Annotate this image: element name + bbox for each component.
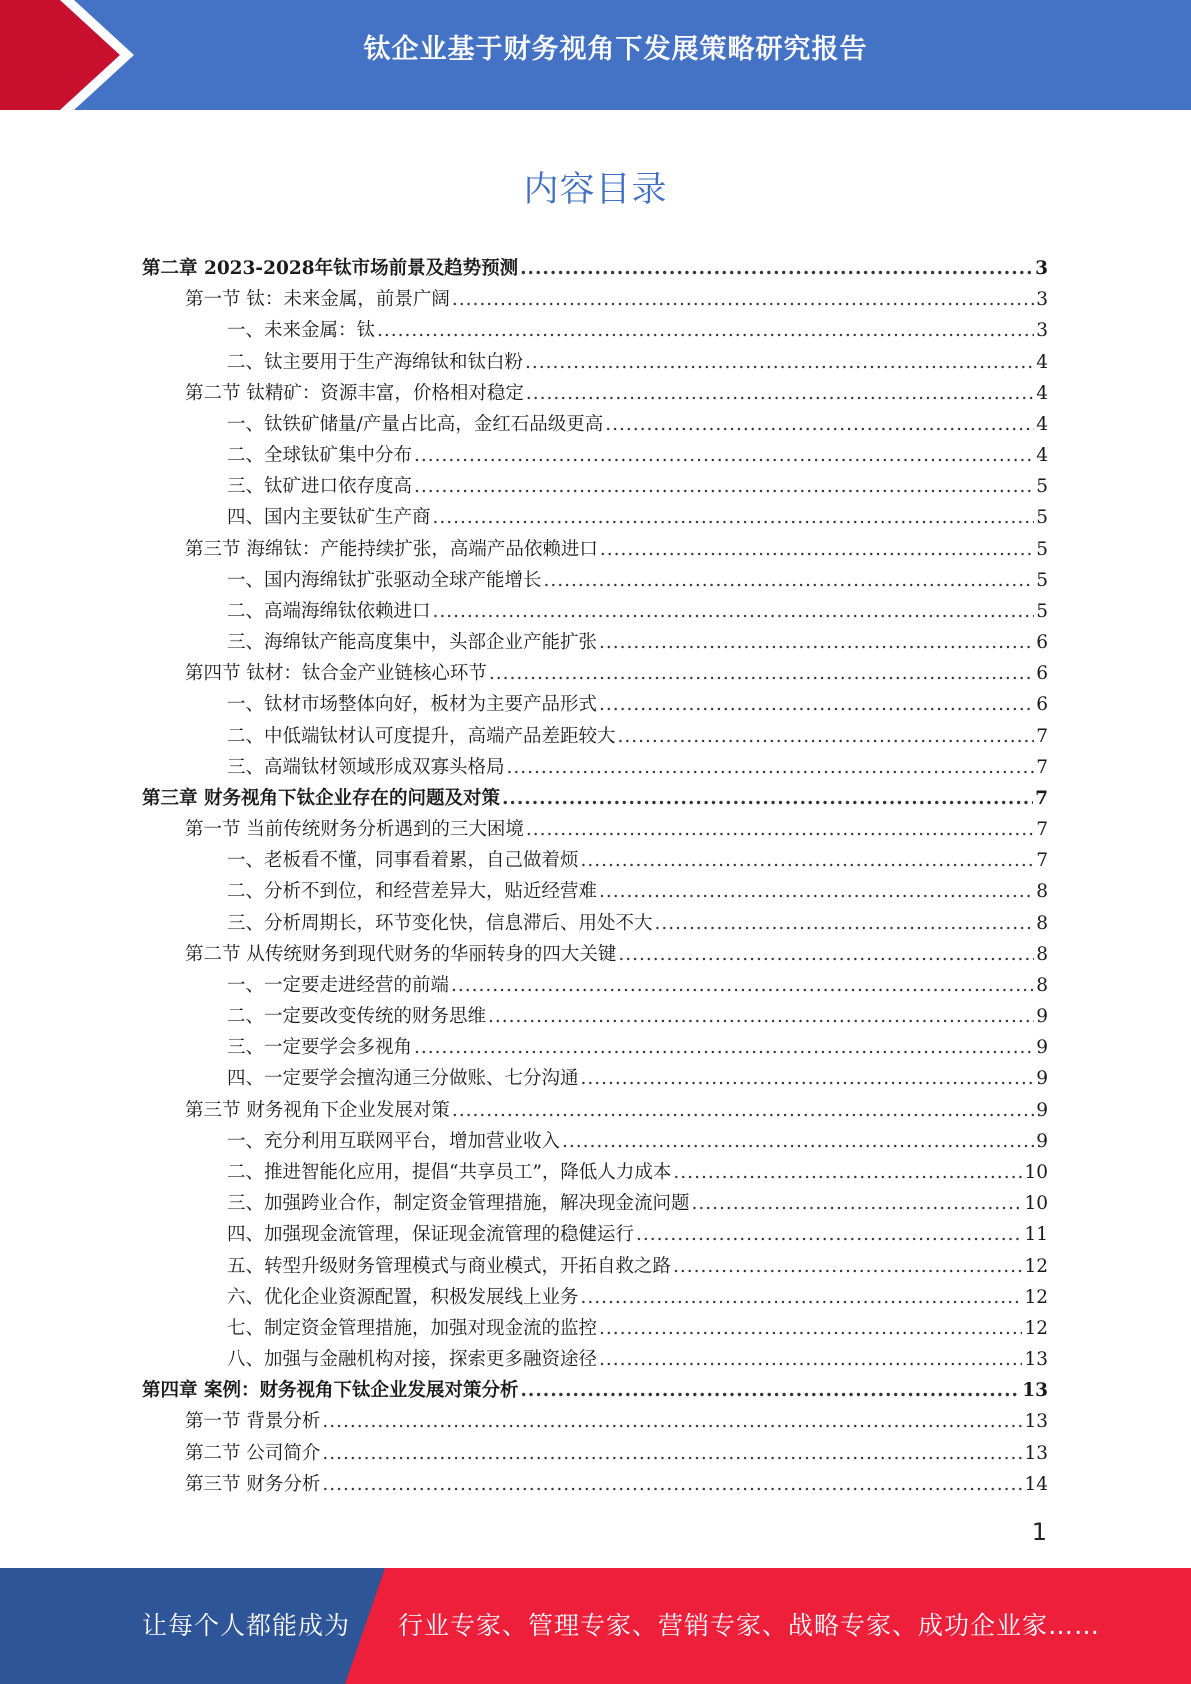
- toc-dot-leader: [562, 1131, 1034, 1152]
- toc-entry[interactable]: [142, 503, 1048, 534]
- toc-dot-leader: [520, 258, 1033, 279]
- toc-dot-leader: [452, 289, 1034, 310]
- toc-entry-title: 一、老板看不懂，同事看着累，自己做着烦: [227, 850, 579, 872]
- toc-entry-title: 二、全球钛矿集中分布: [227, 445, 413, 467]
- report-title: 钛企业基于财务视角下发展策略研究报告: [363, 34, 868, 65]
- toc-entry-page: 10: [1024, 1161, 1048, 1183]
- toc-entry-page: 8: [1036, 881, 1048, 903]
- toc-entry[interactable]: [142, 410, 1048, 441]
- toc-entry-title: 一、钛材市场整体向好，板材为主要产品形式: [227, 694, 598, 716]
- toc-dot-leader: [488, 1006, 1034, 1027]
- toc-entry[interactable]: [142, 348, 1048, 379]
- toc-dot-leader: [599, 694, 1034, 715]
- toc-dot-leader: [655, 913, 1035, 934]
- toc-entry-page: 3: [1036, 289, 1048, 311]
- toc-entry-page: 9: [1036, 1068, 1048, 1090]
- toc-dot-leader: [544, 570, 1035, 591]
- toc-entry[interactable]: [142, 909, 1048, 940]
- toc-entry-title: 三、海绵钛产能高度集中，头部企业产能扩张: [227, 632, 598, 654]
- toc-entry-page: 10: [1024, 1193, 1048, 1215]
- toc-dot-leader: [692, 1193, 1023, 1214]
- header-banner: [0, 0, 1191, 110]
- toc-entry[interactable]: [142, 285, 1048, 316]
- toc-dot-leader: [433, 601, 1035, 622]
- toc-entry[interactable]: [142, 472, 1048, 503]
- toc-entry-page: 9: [1036, 1037, 1048, 1059]
- toc-dot-leader: [673, 1162, 1022, 1183]
- toc-entry-title: 四、国内主要钛矿生产商: [227, 507, 431, 529]
- toc-entry[interactable]: [142, 535, 1048, 566]
- toc-entry[interactable]: [142, 1158, 1048, 1189]
- toc-dot-leader: [433, 507, 1035, 528]
- toc-entry[interactable]: [142, 971, 1048, 1002]
- toc-entry[interactable]: [142, 1189, 1048, 1220]
- toc-entry-page: 7: [1036, 756, 1048, 778]
- toc-entry-page: 9: [1036, 1006, 1048, 1028]
- toc-entry-title: 第一节 当前传统财务分析遇到的三大困境: [185, 819, 524, 841]
- toc-entry-title: 五、转型升级财务管理模式与商业模式，开拓自救之路: [227, 1255, 672, 1277]
- toc-entry[interactable]: [142, 659, 1048, 690]
- toc-entry-page: 5: [1036, 507, 1048, 529]
- toc-entry-page: 8: [1036, 974, 1048, 996]
- toc-entry[interactable]: [142, 1345, 1048, 1376]
- toc-entry[interactable]: [142, 566, 1048, 597]
- toc-entry[interactable]: [142, 877, 1048, 908]
- table-of-contents: [142, 254, 1048, 1501]
- toc-dot-leader: [414, 476, 1034, 497]
- toc-entry[interactable]: [142, 1314, 1048, 1345]
- toc-entry-title: 第二章 2023-2028年钛市场前景及趋势预测: [142, 258, 519, 279]
- toc-entry-title: 三、一定要学会多视角: [227, 1037, 413, 1059]
- toc-entry-title: 一、充分利用互联网平台，增加营业收入: [227, 1130, 561, 1152]
- toc-entry-title: 第四章 案例：财务视角下钛企业发展对策分析: [142, 1380, 519, 1402]
- toc-entry[interactable]: [142, 1033, 1048, 1064]
- toc-dot-leader: [452, 1100, 1034, 1121]
- toc-dot-leader: [636, 1224, 1022, 1245]
- toc-entry-title: 第三节 海绵钛：产能持续扩张，高端产品依赖进口: [185, 538, 598, 560]
- toc-entry-page: 13: [1024, 1411, 1048, 1433]
- toc-entry-title: 二、中低端钛材认可度提升，高端产品差距较大: [227, 725, 616, 747]
- toc-entry-page: 3: [1036, 320, 1048, 342]
- toc-entry-page: 4: [1036, 413, 1048, 435]
- toc-entry[interactable]: [142, 1376, 1048, 1407]
- toc-dot-leader: [414, 445, 1034, 466]
- toc-entry[interactable]: [142, 1064, 1048, 1095]
- toc-dot-leader: [599, 632, 1034, 653]
- toc-entry-page: 5: [1036, 569, 1048, 591]
- toc-entry-title: 二、推进智能化应用，提倡“共享员工”，降低人力成本: [227, 1161, 672, 1183]
- toc-entry-page: 6: [1036, 663, 1048, 685]
- toc-dot-leader: [507, 757, 1035, 778]
- toc-entry-title: 二、高端海绵钛依赖进口: [227, 600, 431, 622]
- toc-entry-title: 第三章 财务视角下钛企业存在的问题及对策: [142, 787, 500, 809]
- toc-entry[interactable]: [142, 690, 1048, 721]
- toc-entry-page: 7: [1035, 787, 1048, 809]
- toc-entry[interactable]: [142, 1407, 1048, 1438]
- toc-dot-leader: [673, 1256, 1022, 1277]
- toc-entry-title: 七、制定资金管理措施，加强对现金流的监控: [227, 1317, 598, 1339]
- toc-dot-leader: [322, 1411, 1022, 1432]
- toc-entry[interactable]: [142, 1127, 1048, 1158]
- toc-entry-page: 7: [1036, 819, 1048, 841]
- toc-entry-page: 8: [1036, 943, 1048, 965]
- toc-entry-title: 一、钛铁矿储量/产量占比高，金红石品级更高: [227, 413, 604, 435]
- toc-entry-title: 第一节 背景分析: [185, 1411, 321, 1433]
- toc-entry-page: 9: [1036, 1099, 1048, 1121]
- toc-entry-title: 一、未来金属：钛: [227, 320, 376, 342]
- toc-dot-leader: [599, 1318, 1022, 1339]
- toc-entry-title: 三、分析周期长，环节变化快，信息滞后、用处不大: [227, 912, 653, 934]
- footer-slogan-right: 行业专家、管理专家、营销专家、战略专家、成功企业家……: [398, 1611, 1101, 1640]
- toc-dot-leader: [600, 539, 1034, 560]
- toc-dot-leader: [377, 320, 1034, 341]
- toc-entry-page: 12: [1024, 1255, 1048, 1277]
- toc-entry-title: 二、一定要改变传统的财务思维: [227, 1006, 487, 1028]
- toc-entry[interactable]: [142, 441, 1048, 472]
- toc-entry[interactable]: [142, 1470, 1048, 1501]
- toc-entry-page: 8: [1036, 912, 1048, 934]
- toc-entry[interactable]: [142, 784, 1048, 815]
- toc-entry-title: 四、一定要学会擅沟通三分做账、七分沟通: [227, 1068, 579, 1090]
- toc-entry-title: 八、加强与金融机构对接，探索更多融资途径: [227, 1349, 598, 1371]
- toc-entry-title: 第三节 财务分析: [185, 1473, 321, 1495]
- toc-entry-page: 4: [1036, 382, 1048, 404]
- toc-entry-page: 12: [1024, 1317, 1048, 1339]
- page-number: 1: [1031, 1518, 1047, 1546]
- toc-entry-page: 4: [1036, 351, 1048, 373]
- toc-entry-title: 第二节 从传统财务到现代财务的华丽转身的四大关键: [185, 943, 617, 965]
- toc-dot-leader: [605, 414, 1034, 435]
- toc-dot-leader: [489, 663, 1034, 684]
- toc-dot-leader: [599, 1349, 1022, 1370]
- toc-dot-leader: [451, 975, 1034, 996]
- toc-dot-leader: [599, 881, 1034, 902]
- toc-entry-title: 第二节 公司简介: [185, 1442, 321, 1464]
- footer-slogan-left: 让每个人都能成为: [142, 1611, 351, 1640]
- toc-entry-page: 11: [1024, 1224, 1048, 1246]
- toc-dot-leader: [322, 1443, 1022, 1464]
- toc-entry[interactable]: [142, 597, 1048, 628]
- toc-entry-page: 5: [1036, 476, 1048, 498]
- toc-entry-page: 4: [1036, 445, 1048, 467]
- toc-dot-leader: [581, 850, 1035, 871]
- toc-entry-page: 14: [1024, 1473, 1048, 1495]
- toc-dot-leader: [520, 1380, 1020, 1401]
- toc-dot-leader: [526, 819, 1034, 840]
- toc-entry[interactable]: [142, 254, 1048, 285]
- toc-entry-title: 三、钛矿进口依存度高: [227, 476, 413, 498]
- toc-entry[interactable]: [142, 1002, 1048, 1033]
- toc-entry[interactable]: [142, 940, 1048, 971]
- toc-dot-leader: [322, 1474, 1022, 1495]
- toc-entry-page: 5: [1036, 600, 1048, 622]
- toc-entry[interactable]: [142, 753, 1048, 784]
- toc-entry-title: 第四节 钛材：钛合金产业链核心环节: [185, 663, 487, 685]
- toc-entry-title: 二、钛主要用于生产海绵钛和钛白粉: [227, 351, 524, 373]
- toc-entry-title: 第一节 钛：未来金属，前景广阔: [185, 289, 450, 311]
- toc-entry-page: 5: [1036, 538, 1048, 560]
- toc-entry-page: 7: [1036, 850, 1048, 872]
- toc-entry[interactable]: [142, 1439, 1048, 1470]
- toc-entry[interactable]: [142, 379, 1048, 410]
- toc-dot-leader: [526, 383, 1034, 404]
- toc-heading: 内容目录: [523, 170, 668, 210]
- toc-entry-title: 第二节 钛精矿：资源丰富，价格相对稳定: [185, 382, 524, 404]
- toc-dot-leader: [618, 726, 1035, 747]
- toc-dot-leader: [525, 352, 1034, 373]
- toc-entry[interactable]: [142, 1220, 1048, 1251]
- toc-dot-leader: [414, 1037, 1034, 1058]
- toc-entry-page: 9: [1036, 1130, 1048, 1152]
- toc-entry[interactable]: [142, 722, 1048, 753]
- toc-entry-title: 四、加强现金流管理，保证现金流管理的稳健运行: [227, 1224, 635, 1246]
- toc-entry-page: 6: [1036, 632, 1048, 654]
- toc-dot-leader: [581, 1068, 1035, 1089]
- toc-entry-page: 6: [1036, 694, 1048, 716]
- toc-entry-page: 13: [1022, 1380, 1048, 1402]
- toc-entry[interactable]: [142, 1096, 1048, 1127]
- toc-entry-title: 第三节 财务视角下企业发展对策: [185, 1099, 450, 1121]
- toc-entry-page: 3: [1035, 258, 1048, 279]
- toc-entry-title: 一、一定要走进经营的前端: [227, 974, 450, 996]
- toc-entry-title: 三、高端钛材领域形成双寡头格局: [227, 756, 505, 778]
- toc-entry[interactable]: [142, 628, 1048, 659]
- toc-entry-page: 12: [1024, 1286, 1048, 1308]
- toc-entry-title: 三、加强跨业合作，制定资金管理措施，解决现金流问题: [227, 1193, 690, 1215]
- toc-entry-title: 一、国内海绵钛扩张驱动全球产能增长: [227, 569, 542, 591]
- toc-entry-page: 13: [1024, 1442, 1048, 1464]
- toc-dot-leader: [618, 944, 1034, 965]
- toc-entry-page: 7: [1036, 725, 1048, 747]
- toc-entry[interactable]: [142, 815, 1048, 846]
- toc-dot-leader: [502, 788, 1033, 809]
- toc-entry-page: 13: [1024, 1349, 1048, 1371]
- footer-banner: [0, 1568, 1191, 1684]
- toc-entry-title: 二、分析不到位，和经营差异大，贴近经营难: [227, 881, 598, 903]
- toc-entry[interactable]: [142, 846, 1048, 877]
- toc-entry-title: 六、优化企业资源配置，积极发展线上业务: [227, 1286, 579, 1308]
- toc-entry[interactable]: [142, 1283, 1048, 1314]
- toc-dot-leader: [581, 1287, 1023, 1308]
- toc-entry[interactable]: [142, 1252, 1048, 1283]
- toc-entry[interactable]: [142, 316, 1048, 347]
